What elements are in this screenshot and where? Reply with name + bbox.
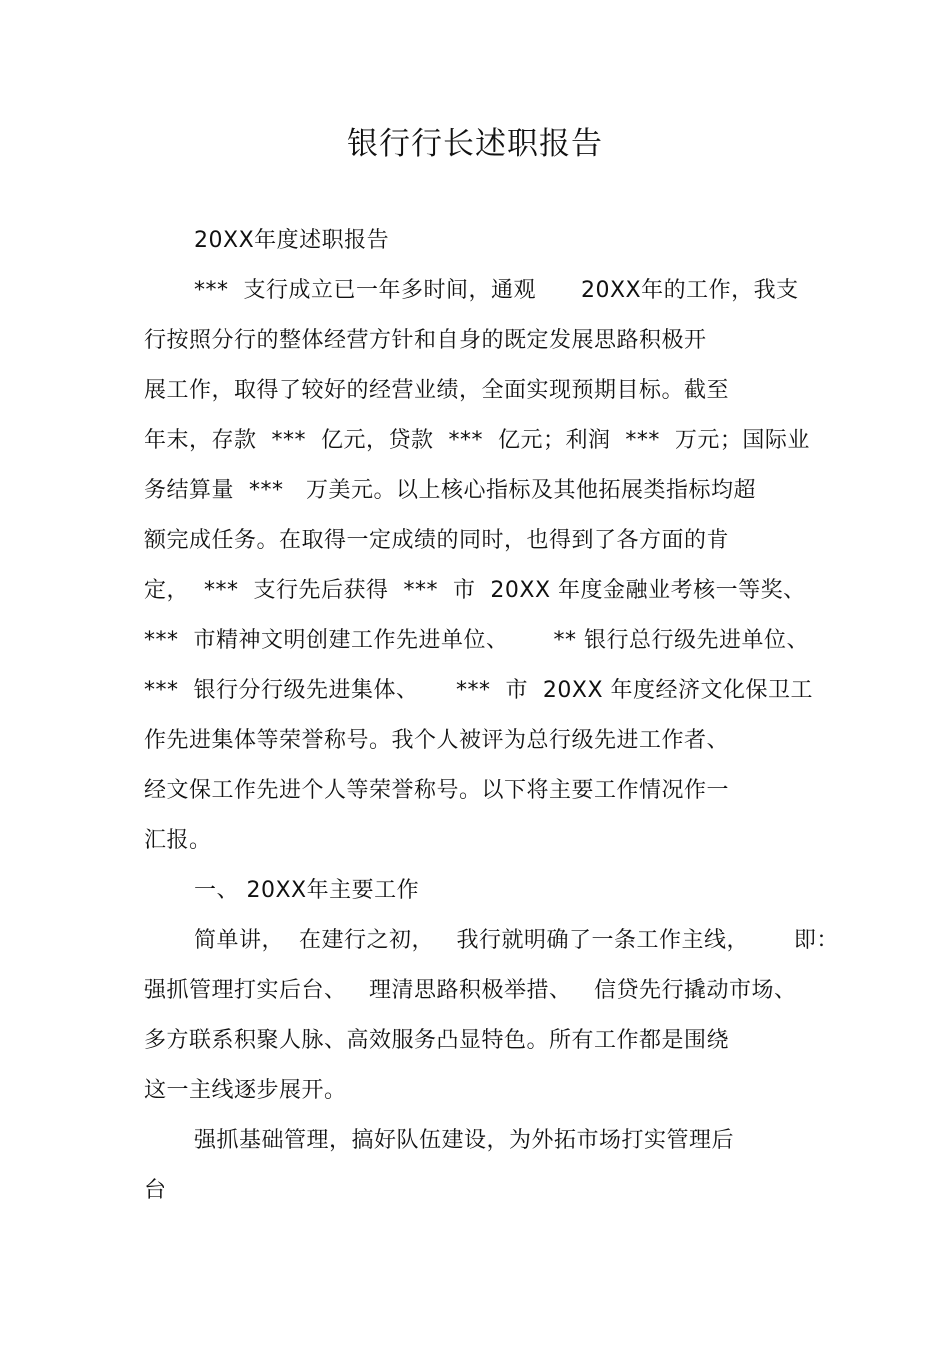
paragraph-line: *** 市精神文明创建工作先进单位、 ** 银行总行级先进单位、: [144, 628, 809, 653]
paragraph-line: 定， *** 支行先后获得 *** 市 20XX 年度金融业考核一等奖、: [144, 578, 806, 603]
paragraph-line: 行按照分行的整体经营方针和自身的既定发展思路积极开: [144, 328, 707, 353]
paragraph-line: *** 银行分行级先进集体、 *** 市 20XX 年度经济文化保卫工: [144, 678, 814, 703]
paragraph-line: 强抓管理打实后台、 理清思路积极举措、 信贷先行撬动市场、: [144, 978, 797, 1003]
paragraph-line: 务结算量 *** 万美元。以上核心指标及其他拓展类指标均超: [144, 478, 756, 503]
paragraph-line: 作先进集体等荣誉称号。我个人被评为总行级先进工作者、: [144, 728, 730, 753]
paragraph-line: 这一主线逐步展开。: [144, 1078, 347, 1103]
paragraph-line: 年末，存款 *** 亿元，贷款 *** 亿元；利润 *** 万元；国际业: [144, 428, 810, 453]
paragraph-line: 简单讲， 在建行之初， 我行就明确了一条工作主线， 即：: [194, 928, 839, 953]
paragraph-line: 多方联系积聚人脉、高效服务凸显特色。所有工作都是围绕: [144, 1028, 730, 1053]
paragraph-line: 强抓基础管理，搞好队伍建设，为外拓市场打实管理后: [194, 1128, 735, 1153]
document-title: 银行行长述职报告: [347, 126, 603, 162]
section-heading-annual-report: 20XX年度述职报告: [194, 228, 390, 253]
paragraph-line: 台: [144, 1178, 167, 1203]
paragraph-line: *** 支行成立已一年多时间，通观 20XX年的工作，我支: [194, 278, 799, 303]
paragraph-line: 经文保工作先进个人等荣誉称号。以下将主要工作情况作一: [144, 778, 730, 803]
paragraph-line: 展工作，取得了较好的经营业绩，全面实现预期目标。截至: [144, 378, 730, 403]
section-heading-main-work: 一、 20XX年主要工作: [194, 878, 420, 903]
paragraph-line: 汇报。: [144, 828, 212, 853]
paragraph-line: 额完成任务。在取得一定成绩的同时，也得到了各方面的肯: [144, 528, 730, 553]
